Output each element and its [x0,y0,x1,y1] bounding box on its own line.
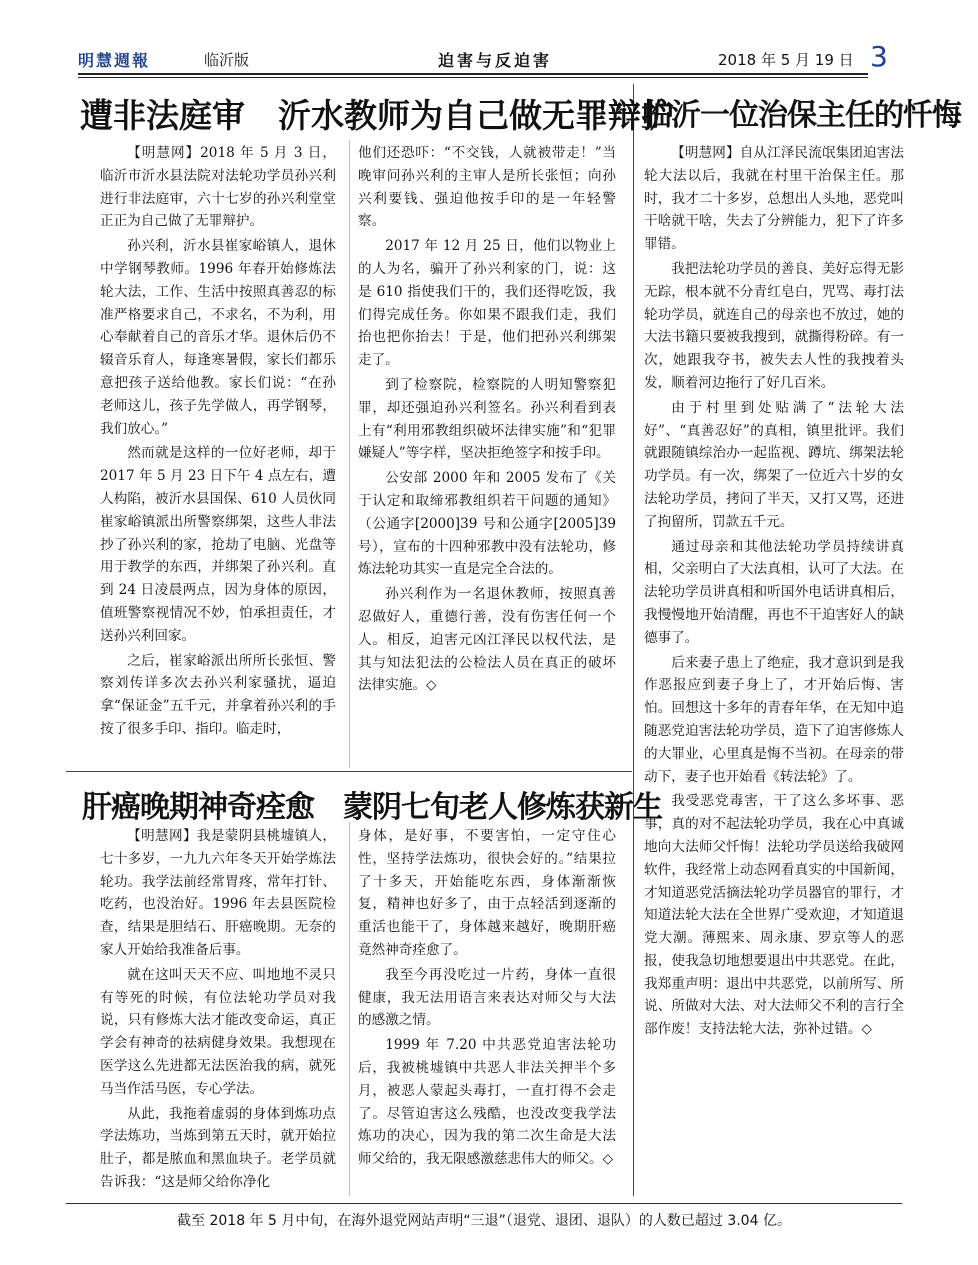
article2-paragraph: 由于村里到处贴满了“法轮大法好”、“真善忍好”的真相，镇里批评。我们就跟随镇综治办一起监视、蹲坑、绑架法轮功学员。有一次，绑架了一位近六十岁的女法轮功学员，拷问了半天，又打又骂，还进了拘留所，罚款五千元。 [644,399,904,530]
article3-paragraph: 从此，我拖着虚弱的身体到炼功点学法炼功，当炼到第五天时，就开始拉肚子，都是脓血和黑血块子。老学员就告诉我：“这是师父给你净化 [100,1105,336,1190]
masthead-rule [78,73,868,75]
article1-column-1 [100,142,336,768]
column-divider-right [633,84,634,1196]
masthead [78,40,898,73]
article3-paragraph: 就在这叫天天不应、叫地地不灵只有等死的时候，有位法轮功学员对我说，只有修炼大法才能改变命运，真正学会有神奇的祛病健身效果。我想现在医学这么先进都无法医治我的病，就死马当作活马医，专心学法。 [100,966,336,1097]
article1-paragraph: 孙兴利作为一名退休教师，按照真善忍做好人，重德行善，没有伤害任何一个人。相反，迫害元凶江泽民以权代法，是其与知法犯法的公检法人员在真正的破坏法律实施。◇ [358,586,616,694]
article-divider [66,771,632,772]
article1-paragraph: 他们还恐吓：“不交钱，人就被带走！”当晚审问孙兴利的主审人是所长张恒；向孙兴利要钱、强迫他按手印的是一年轻警察。 [358,145,616,230]
article1-paragraph: 孙兴利，沂水县崔家峪镇人，退休中学钢琴教师。1996 年春开始修炼法轮大法，工作、生活中按照真善忍的标准严格要求自己，不求名，不为利，用心奉献着自己的音乐才华。退休后仍不辍音乐育人，每逢寒暑假，家长们都乐意把孩子送给他教。家长们说：“在孙老师这儿，孩子先学做人，再学钢琴，我们放心。” [100,238,336,437]
article3-title: 肝癌晚期神奇痊愈 蒙阴七旬老人修炼获新生 [82,790,662,825]
article2-paragraph: 后来妻子患上了绝症，我才意识到是我作恶报应到妻子身上了，才开始后悔、害怕。回想这十多年的青春年华，在无知中追随恶党迫害法轮功学员，造下了迫害修炼人的大罪业，心里真是悔不当初。在母亲的带动下，妻子也开始看《转法轮》了。 [644,654,904,785]
article2-paragraph: 我把法轮功学员的善良、美好忘得无影无踪，根本就不分青红皂白，咒骂、毒打法轮功学员，就连自己的母亲也不放过，她的大法书籍只要被我搜到，就撕得粉碎。有一次，她跟我夺书，被失去人性的我拽着头发，顺着河边拖行了好几百米。 [644,260,904,391]
footer-notice: 截至 2018 年 5 月中旬，在海外退党网站声明“三退”（退党、退团、退队）的人数已超过 3.04 亿。 [177,1213,791,1229]
article2-title: 临沂一位治保主任的忏悔 [642,98,961,133]
section-title: 迫害与反迫害 [438,51,553,70]
article2-paragraph: 我受恶党毒害，干了这么多坏事、恶事，真的对不起法轮功学员，我在心中真诚地向大法师父忏悔！法轮功学员送给我破网软件，我经常上动态网看真实的中国新闻，才知道恶党活摘法轮功学员器官的罪行，才知道法轮大法在全世界广受欢迎，才知道退党大潮。薄熙来、周永康、罗京等人的恶报，使我急切地想要退出中共恶党。在此，我郑重声明：退出中共恶党，以前所写、所说、所做对大法、对大法师父不利的言行全部作废！支持法轮大法，弥补过错。◇ [644,793,904,1038]
article3-paragraph: 身体，是好事，不要害怕，一定守住心性，坚持学法炼功，很快会好的。”结果拉了十多天，开始能吃东西，身体渐渐恢复，精神也好多了，由于点轻活到逐渐的重活也能干了，身体越来越好，晚期肝癌竟然神奇痊愈了。 [358,828,616,958]
article1-paragraph: 2017 年 12 月 25 日，他们以物业上的人为名，骗开了孙兴利家的门，说：这是 610 指使我们干的，我们还得吃饭，我们得完成任务。你如果不跟我们走，我们抬也把你抬去！于是，他们把孙兴利绑架走了。 [358,238,616,369]
footer-rule [66,1203,902,1204]
article1-paragraph: 到了检察院，检察院的人明知警察犯罪，却还强迫孙兴利签名。孙兴利看到表上有“利用邪教组织破坏法律实施”和“犯罪嫌疑人”等字样，坚决拒绝签字和按手印。 [358,376,616,462]
article2-column [644,142,904,1200]
newspaper-logo: 明慧週報 [78,51,151,70]
article3-column-2 [358,825,616,1199]
article1-paragraph: 公安部 2000 年和 2005 发布了《关于认定和取缔邪教组织若干问题的通知》（公通字[2000]39 号和公通字[2005]39 号），宣布的十四种邪教中没有法轮功，修炼法轮功其实一直是完全合法的。 [358,470,616,578]
article2-paragraph: 【明慧网】自从江泽民流氓集团迫害法轮大法以后，我就在村里干治保主任。那时，我才二十多岁，总想出人头地，恶党叫干啥就干啥，失去了分辨能力，犯下了许多罪错。 [644,145,904,253]
article1-paragraph: 之后，崔家峪派出所所长张恒、警察刘传详多次去孙兴利家骚扰，逼迫拿“保证金”五千元，并拿着孙兴利的手按了很多手印、指印。临走时， [100,652,336,737]
page-number: 3 [870,40,888,73]
article3-paragraph: 【明慧网】我是蒙阴县桃墟镇人，七十多岁，一九九六年冬天开始学炼法轮功。我学法前经常胃疼，常年打针、吃药，也没治好。1996 年去县医院检查，结果是胆结石、肝癌晚期。无奈的家人开始给我准备后事。 [100,828,336,958]
article2-paragraph: 通过母亲和其他法轮功学员持续讲真相，父亲明白了大法真相，认可了大法。在法轮功学员讲真相和听国外电话讲真相后，我慢慢地开始清醒，再也不干迫害好人的缺德事了。 [644,538,904,646]
issue-date: 2018 年 5 月 19 日 [718,51,854,69]
column-divider-left-bottom [349,822,350,1196]
article3-paragraph: 我至今再没吃过一片药，身体一直很健康，我无法用语言来表达对师父与大法的感激之情。 [358,966,616,1029]
column-divider-left-top [349,140,350,768]
article1-paragraph: 【明慧网】2018 年 5 月 3 日，临沂市沂水县法院对法轮功学员孙兴利进行非法庭审，六十七岁的孙兴利堂堂正正为自己做了无罪辩护。 [100,145,336,230]
article3-column-1 [100,825,336,1199]
article3-paragraph: 1999 年 7.20 中共恶党迫害法轮功后，我被桃墟镇中共恶人非法关押半个多月，被恶人蒙起头毒打，一直打得不会走了。尽管迫害这么残酷，也没改变我学法炼功的决心，因为我的第二次生命是大法师父给的，我无限感激慈悲伟大的师父。◇ [358,1037,616,1168]
masthead-rule-thin [78,77,868,78]
article1-column-2 [358,142,616,768]
article1-title: 遭非法庭审 沂水教师为自己做无罪辩护 [80,96,674,135]
edition-label: 临沂版 [204,51,250,69]
article1-paragraph: 然而就是这样的一位好老师，却于 2017 年 5 月 23 日下午 4 点左右，遭人构陷，被沂水县国保、610 人员伙同崔家峪镇派出所警察绑架，这些人非法抄了孙兴利的家，抢劫了电脑、光盘等用于教学的东西，并绑架了孙兴利。直到 24 日凌晨两点，因为身体的原因，值班警察视情况不妙，怕承担责任，才送孙兴利回家。 [100,445,336,644]
